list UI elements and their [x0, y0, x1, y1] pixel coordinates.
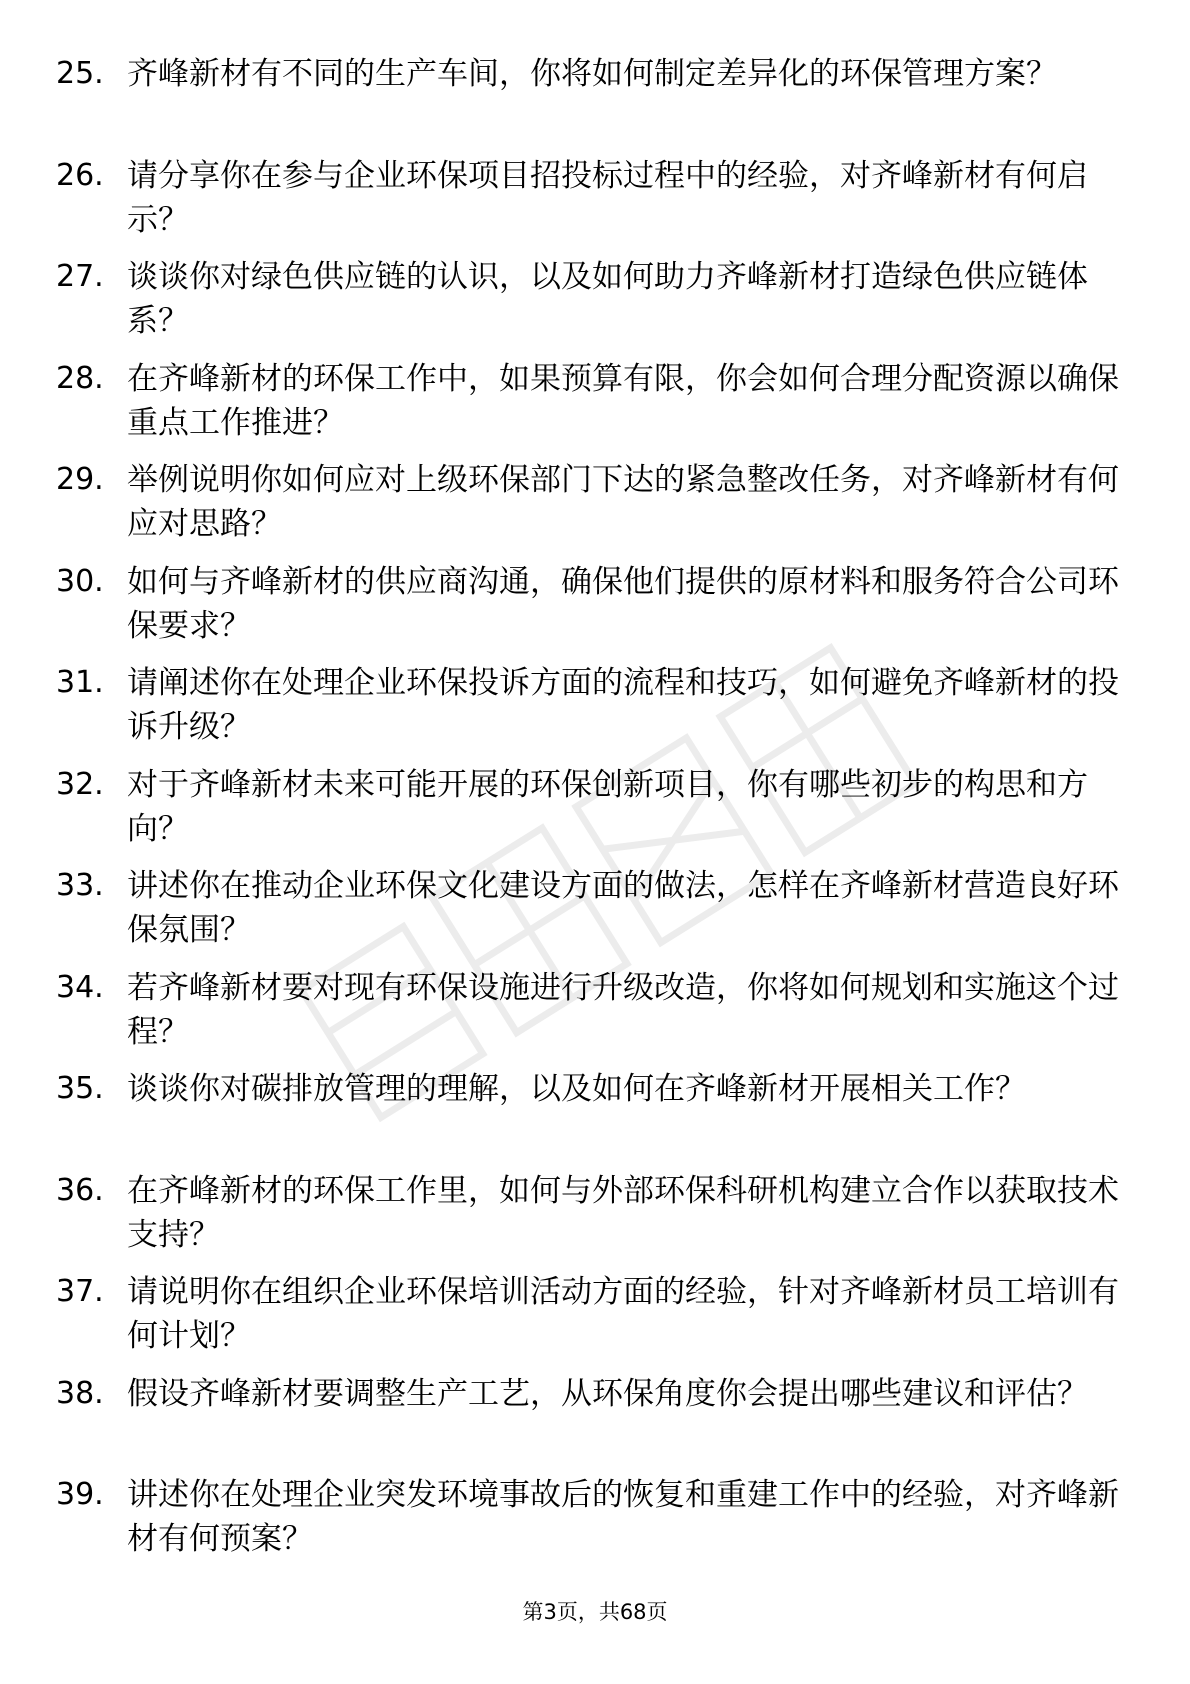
question-text: 齐峰新材有不同的生产车间，你将如何制定差异化的环保管理方案？ — [127, 56, 1057, 92]
question-number: 28. — [56, 360, 104, 396]
question-number: 35. — [56, 1071, 104, 1106]
list-item — [0, 661, 1190, 763]
list-item — [0, 357, 1190, 459]
question-text: 请说明你在组织企业环保培训活动方面的经验，针对齐峰新材员工培训有何计划？ — [127, 1274, 1119, 1354]
question-number: 36. — [56, 1172, 104, 1208]
question-number: 33. — [56, 868, 104, 903]
question-number: 25. — [56, 56, 104, 91]
question-text: 如何与齐峰新材的供应商沟通，确保他们提供的原材料和服务符合公司环保要求？ — [127, 563, 1119, 644]
question-text: 对于齐峰新材未来可能开展的环保创新项目，你有哪些初步的构思和方向？ — [127, 766, 1088, 847]
question-number: 38. — [56, 1375, 104, 1411]
list-item — [0, 1169, 1190, 1271]
list-item — [0, 966, 1190, 1068]
question-number: 27. — [56, 259, 104, 294]
question-text: 谈谈你对碳排放管理的理解，以及如何在齐峰新材开展相关工作？ — [127, 1071, 1026, 1107]
question-number: 26. — [56, 157, 104, 193]
question-text: 请阐述你在处理企业环保投诉方面的流程和技巧，如何避免齐峰新材的投诉升级？ — [127, 665, 1119, 745]
list-item — [0, 763, 1190, 865]
question-number: 30. — [56, 563, 104, 599]
question-number: 32. — [56, 766, 104, 802]
question-number: 39. — [56, 1477, 104, 1512]
page-number: 第3页，共68页 — [522, 1600, 668, 1624]
list-item — [0, 1270, 1190, 1372]
list-item — [0, 458, 1190, 560]
question-list — [0, 52, 1190, 1575]
question-number: 31. — [56, 665, 104, 700]
question-text: 讲述你在推动企业环保文化建设方面的做法，怎样在齐峰新材营造良好环保氛围？ — [127, 868, 1119, 948]
question-text: 讲述你在处理企业突发环境事故后的恢复和重建工作中的经验，对齐峰新材有何预案？ — [127, 1477, 1119, 1557]
list-item — [0, 52, 1190, 154]
question-text: 请分享你在参与企业环保项目招投标过程中的经验，对齐峰新材有何启示？ — [127, 157, 1088, 238]
question-number: 34. — [56, 969, 104, 1005]
question-number: 37. — [56, 1274, 104, 1309]
question-text: 谈谈你对绿色供应链的认识，以及如何助力齐峰新材打造绿色供应链体系？ — [127, 259, 1088, 339]
list-item — [0, 1372, 1190, 1474]
list-item — [0, 1067, 1190, 1169]
list-item — [0, 154, 1190, 256]
list-item — [0, 255, 1190, 357]
list-item — [0, 560, 1190, 662]
list-item — [0, 1473, 1190, 1575]
question-text: 若齐峰新材要对现有环保设施进行升级改造，你将如何规划和实施这个过程？ — [127, 969, 1119, 1050]
question-text: 假设齐峰新材要调整生产工艺，从环保角度你会提出哪些建议和评估？ — [127, 1375, 1088, 1412]
question-text: 在齐峰新材的环保工作里，如何与外部环保科研机构建立合作以获取技术支持？ — [127, 1172, 1119, 1253]
list-item — [0, 864, 1190, 966]
question-text: 举例说明你如何应对上级环保部门下达的紧急整改任务，对齐峰新材有何应对思路？ — [127, 462, 1119, 542]
question-text: 在齐峰新材的环保工作中，如果预算有限，你会如何合理分配资源以确保重点工作推进？ — [127, 360, 1119, 441]
question-number: 29. — [56, 462, 104, 497]
